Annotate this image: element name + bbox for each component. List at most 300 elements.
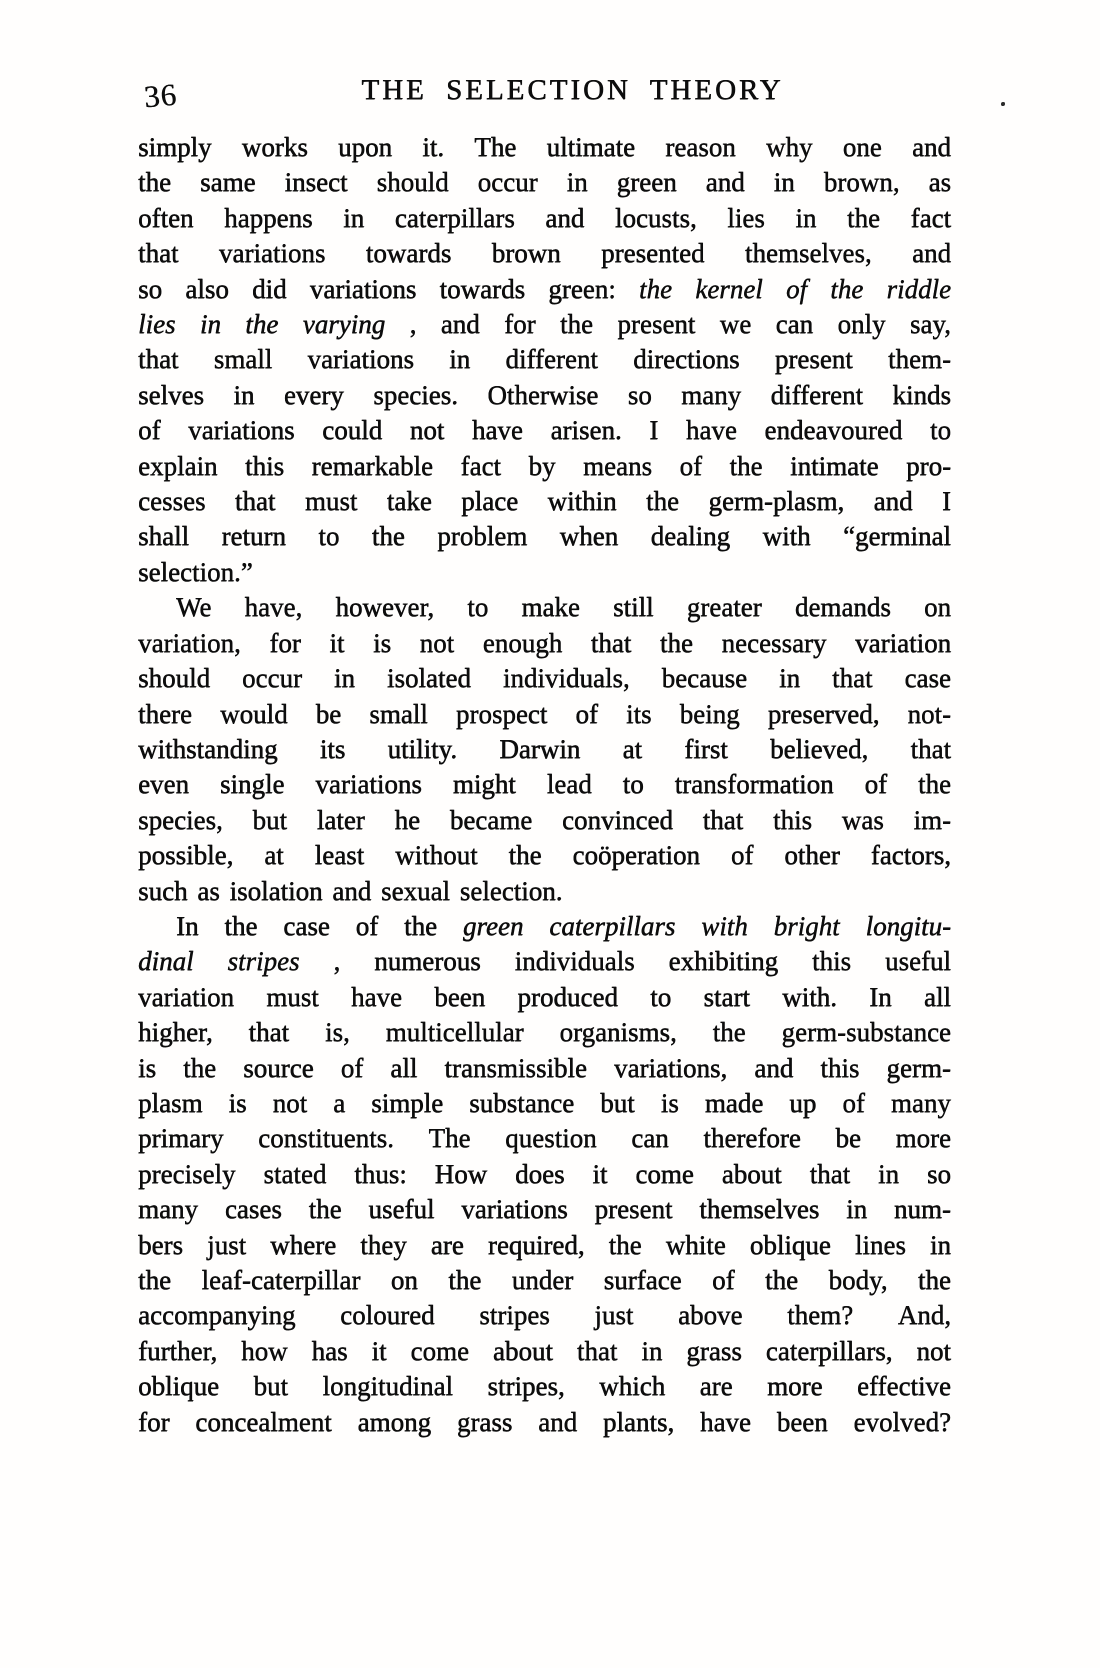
word: that — [234, 486, 276, 517]
page-number: 36 — [142, 76, 179, 115]
word: sexual — [380, 875, 450, 906]
word: The — [474, 132, 517, 162]
word: variation, — [138, 627, 241, 658]
word: We — [176, 592, 212, 623]
word: on — [923, 592, 951, 623]
word: green: — [548, 273, 616, 304]
word: case — [904, 663, 951, 694]
word: numerous — [374, 946, 481, 977]
word: that — [831, 663, 873, 694]
word: are — [430, 1229, 464, 1260]
word: just — [207, 1229, 247, 1260]
word: place — [461, 486, 519, 517]
word: every — [283, 379, 344, 410]
word: it — [329, 627, 345, 658]
word: the — [729, 450, 763, 481]
word: stripes — [227, 946, 300, 977]
word: however, — [335, 592, 435, 623]
word: means — [582, 450, 652, 481]
word: of — [785, 273, 807, 304]
word: and — [911, 132, 951, 162]
text-line — [138, 1192, 951, 1227]
word: to — [622, 769, 644, 800]
word: problem — [437, 521, 528, 552]
word: riddle — [886, 273, 951, 304]
word: present — [617, 309, 696, 340]
text-line — [138, 590, 951, 625]
word: I — [649, 415, 659, 446]
word: not — [272, 1087, 308, 1118]
word: of — [679, 450, 702, 481]
word: produced — [517, 981, 618, 1012]
word: demands — [794, 592, 891, 623]
word: green — [462, 910, 524, 941]
word: a — [333, 1087, 346, 1118]
word: about — [492, 1335, 553, 1366]
word: prospect — [455, 698, 548, 729]
word: that — [576, 1335, 618, 1366]
text-line — [138, 874, 951, 909]
word: source — [243, 1052, 314, 1083]
word: within — [547, 486, 617, 517]
word: by — [528, 450, 556, 481]
word: small — [213, 344, 273, 375]
word: different — [770, 379, 863, 410]
word: and — [912, 238, 951, 269]
word: why — [765, 132, 813, 162]
word: when — [559, 521, 619, 552]
word: up — [789, 1087, 817, 1118]
word: the — [765, 1265, 798, 1295]
word: of — [842, 1087, 865, 1118]
word: say, — [909, 309, 951, 340]
word: have — [685, 415, 737, 446]
word: the — [917, 1265, 951, 1295]
word: Darwin — [499, 733, 581, 764]
word: lies — [727, 202, 765, 233]
word: without — [395, 840, 478, 871]
word: In — [869, 981, 892, 1012]
word: about — [721, 1158, 782, 1189]
word: variations, — [613, 1052, 728, 1083]
word: in — [929, 1229, 951, 1260]
word: many — [681, 379, 742, 410]
word: multicellular — [385, 1017, 524, 1048]
word: the — [508, 840, 542, 871]
text-line — [138, 1086, 951, 1121]
text-line — [138, 413, 951, 448]
word: useful — [884, 946, 951, 977]
word: germ- — [886, 1052, 951, 1083]
word: might — [452, 769, 516, 800]
word: and — [705, 167, 745, 198]
text-line — [138, 378, 951, 413]
word: num- — [893, 1194, 951, 1225]
word: but — [252, 804, 287, 835]
word: the — [608, 1229, 642, 1260]
word: the — [559, 309, 593, 340]
word: the — [917, 769, 951, 800]
word: individuals, — [502, 663, 630, 694]
word: the — [638, 273, 672, 304]
word: of — [575, 698, 598, 729]
word: to — [650, 981, 672, 1012]
text-line — [138, 732, 951, 767]
word: as — [928, 167, 951, 198]
word: can — [775, 309, 814, 340]
word: be — [315, 698, 342, 729]
text-line — [138, 661, 951, 696]
word: in — [333, 663, 355, 694]
word: im- — [913, 804, 951, 835]
word: to — [467, 592, 489, 623]
word: one — [842, 132, 882, 162]
word: surface — [603, 1265, 682, 1295]
word: constituents. — [258, 1123, 394, 1154]
word: body, — [828, 1265, 888, 1295]
word: the — [224, 910, 258, 941]
word: not- — [907, 698, 951, 729]
word: grass — [456, 1406, 513, 1437]
word: the — [371, 521, 405, 552]
word: there — [138, 698, 192, 729]
word: among — [357, 1406, 432, 1437]
word: such — [138, 875, 188, 906]
word: should — [138, 663, 211, 694]
word: all — [923, 981, 951, 1012]
word: later — [316, 804, 365, 835]
word: has — [311, 1335, 348, 1366]
word: in — [877, 1158, 899, 1189]
text-line — [138, 1015, 951, 1050]
word: least — [314, 840, 365, 871]
word: leaf-caterpillar — [201, 1265, 361, 1295]
word: selves — [138, 379, 204, 410]
word: species, — [138, 804, 223, 835]
text-line — [138, 944, 951, 979]
word: lies — [138, 309, 176, 340]
word: brown, — [823, 167, 900, 198]
word: organisms, — [559, 1017, 677, 1048]
word: often — [138, 202, 194, 233]
word: effective — [856, 1371, 951, 1402]
running-title: THE SELECTION THEORY — [361, 74, 784, 106]
word: caterpillars — [549, 910, 676, 941]
word: useful — [368, 1194, 435, 1225]
text-line — [138, 342, 951, 377]
word: more — [895, 1123, 951, 1154]
word: therefore — [703, 1123, 801, 1154]
text-line — [138, 803, 951, 838]
word: in — [773, 167, 795, 198]
word: concealment — [195, 1406, 332, 1437]
text-line — [138, 449, 951, 484]
word: further, — [138, 1335, 218, 1366]
word: the — [659, 627, 693, 658]
word: the — [712, 1017, 746, 1048]
word: variations — [315, 769, 422, 800]
word: in — [199, 309, 221, 340]
word: still — [613, 592, 654, 623]
word: higher, — [138, 1017, 213, 1048]
word: its — [625, 698, 652, 729]
word: fact — [460, 450, 501, 481]
word: is — [228, 1087, 247, 1118]
word: and — [545, 202, 585, 233]
word: stated — [263, 1158, 327, 1189]
text-line — [138, 1263, 951, 1298]
word: variations — [461, 1194, 568, 1225]
word: that — [138, 344, 179, 375]
word: green — [616, 167, 677, 198]
word: oblique — [749, 1229, 831, 1260]
word: themselves, — [744, 238, 872, 269]
word: been — [434, 981, 486, 1012]
word: could — [322, 415, 383, 446]
word: variation — [138, 981, 234, 1012]
word: they — [360, 1229, 407, 1260]
word: explain — [138, 450, 218, 481]
word: we — [719, 309, 752, 340]
word: return — [221, 521, 286, 552]
word: of — [712, 1265, 735, 1295]
word: are — [699, 1371, 733, 1402]
word: variations — [188, 415, 295, 446]
word: many — [138, 1194, 198, 1225]
word: is — [373, 627, 392, 658]
word: evolved? — [853, 1406, 951, 1437]
word: variations — [309, 273, 417, 304]
word: so — [926, 1158, 951, 1189]
word: coöperation — [572, 840, 700, 871]
word: this — [772, 804, 812, 835]
text-block — [138, 130, 951, 1440]
word: The — [428, 1123, 471, 1154]
word: primary — [138, 1123, 224, 1154]
word: isolated — [386, 663, 471, 694]
word: bers — [138, 1229, 183, 1260]
text-line — [138, 1121, 951, 1156]
word: only — [837, 309, 886, 340]
word: How — [434, 1158, 488, 1189]
word: in — [449, 344, 471, 375]
text-line — [138, 555, 951, 590]
word: other — [784, 840, 840, 871]
word: come — [635, 1158, 694, 1189]
word: in — [343, 202, 365, 233]
word: come — [410, 1335, 469, 1366]
word: same — [200, 167, 256, 198]
word: also — [185, 273, 229, 304]
word: enough — [482, 627, 563, 658]
word: of — [355, 910, 379, 941]
word: dealing — [650, 521, 731, 552]
word: , — [409, 309, 417, 340]
word: factors, — [870, 840, 951, 871]
text-line — [138, 1157, 951, 1192]
word: upon — [338, 132, 393, 162]
word: does — [515, 1158, 565, 1189]
word: at — [622, 733, 643, 764]
word: but — [253, 1371, 288, 1402]
text-line — [138, 909, 951, 944]
word: the — [138, 1265, 171, 1295]
word: so — [138, 273, 163, 304]
text-line — [138, 1051, 951, 1086]
word: is — [660, 1087, 679, 1118]
word: variations — [307, 344, 414, 375]
word: germ-substance — [781, 1017, 951, 1048]
word: happens — [224, 202, 313, 233]
word: for — [138, 1406, 170, 1437]
text-line — [138, 307, 951, 342]
word: it — [592, 1158, 608, 1189]
word: caterpillars — [394, 202, 515, 233]
word: occur — [477, 167, 538, 198]
word: present — [594, 1194, 673, 1225]
text-line — [138, 130, 951, 165]
word: in — [641, 1335, 663, 1366]
word: with — [762, 521, 811, 552]
word: shall — [138, 521, 189, 552]
word: in — [233, 379, 255, 410]
word: the — [846, 202, 880, 233]
word: it. — [422, 132, 445, 162]
word: of — [138, 415, 161, 446]
word: just — [594, 1300, 634, 1331]
text-line — [138, 838, 951, 873]
text-line — [138, 980, 951, 1015]
word: so — [627, 379, 652, 410]
word: of — [864, 769, 887, 800]
word: being — [679, 698, 740, 729]
word: locusts, — [614, 202, 697, 233]
word: required, — [487, 1229, 585, 1260]
word: this — [245, 450, 285, 481]
word: was — [841, 804, 884, 835]
word: works — [241, 132, 308, 162]
word: longitu- — [865, 910, 951, 941]
text-line — [138, 272, 951, 307]
word: ultimate — [546, 132, 635, 162]
word: how — [241, 1335, 288, 1366]
word: simply — [138, 132, 212, 162]
word: is, — [324, 1017, 350, 1048]
word: he — [394, 804, 420, 835]
text-line — [138, 1228, 951, 1263]
word: been — [776, 1406, 828, 1437]
word: bright — [773, 910, 840, 941]
word: accompanying — [138, 1300, 296, 1331]
word: preserved, — [767, 698, 880, 729]
word: variation — [855, 627, 951, 658]
word: the — [404, 910, 438, 941]
word: germ-plasm, — [708, 486, 845, 517]
word: must — [304, 486, 358, 517]
word: towards — [439, 273, 525, 304]
word: and — [538, 1406, 578, 1437]
word: all — [390, 1052, 418, 1083]
word: have — [471, 415, 523, 446]
word: utility. — [387, 733, 458, 764]
word: the — [830, 273, 864, 304]
word: is — [138, 1052, 157, 1083]
word: the — [245, 309, 279, 340]
word: towards — [365, 238, 452, 269]
word: that — [910, 733, 951, 764]
word: arisen. — [550, 415, 622, 446]
word: kernel — [695, 273, 763, 304]
word: should — [376, 167, 449, 198]
word: this — [811, 946, 851, 977]
word: I — [941, 486, 951, 517]
text-line — [138, 165, 951, 200]
word: of — [340, 1052, 364, 1083]
word: endeavoured — [764, 415, 903, 446]
word: coloured — [340, 1300, 435, 1331]
word: made — [704, 1087, 764, 1118]
word: convinced — [561, 804, 673, 835]
word: the — [138, 167, 171, 198]
word: under — [511, 1265, 574, 1295]
word: kinds — [892, 379, 951, 410]
word: themselves — [699, 1194, 820, 1225]
word: selection. — [459, 875, 563, 906]
word: brown — [491, 238, 561, 269]
word: fact — [910, 202, 951, 233]
text-line — [138, 1405, 951, 1440]
word: its — [319, 733, 346, 764]
word: And, — [897, 1300, 951, 1331]
word: can — [631, 1123, 669, 1154]
word: In — [176, 910, 199, 941]
word: question — [505, 1123, 597, 1154]
word: for — [504, 309, 536, 340]
word: many — [890, 1087, 951, 1118]
word: pro- — [906, 450, 951, 481]
page-header — [138, 72, 951, 115]
word: and — [873, 486, 913, 517]
word: the — [645, 486, 679, 517]
word: that — [809, 1158, 851, 1189]
word: selection.” — [138, 556, 253, 587]
word: make — [521, 592, 580, 623]
word: in — [566, 167, 588, 198]
word: believed, — [770, 733, 869, 764]
word: to — [929, 415, 951, 446]
word: take — [386, 486, 432, 517]
word: as — [197, 875, 220, 906]
word: precisely — [138, 1158, 236, 1189]
word: presented — [601, 238, 705, 269]
word: possible, — [138, 840, 234, 871]
word: simple — [371, 1087, 444, 1118]
word: stripes — [479, 1300, 550, 1331]
word: that — [702, 804, 744, 835]
word: longitudinal — [322, 1371, 453, 1402]
word: because — [661, 663, 748, 694]
word: varying — [302, 309, 386, 340]
word: them? — [787, 1300, 854, 1331]
word: which — [599, 1371, 666, 1402]
word: exhibiting — [668, 946, 779, 977]
word: withstanding — [138, 733, 278, 764]
word: lines — [854, 1229, 906, 1260]
word: present — [774, 344, 853, 375]
word: Otherwise — [487, 379, 599, 410]
word: the — [308, 1194, 342, 1225]
word: plants, — [602, 1406, 675, 1437]
